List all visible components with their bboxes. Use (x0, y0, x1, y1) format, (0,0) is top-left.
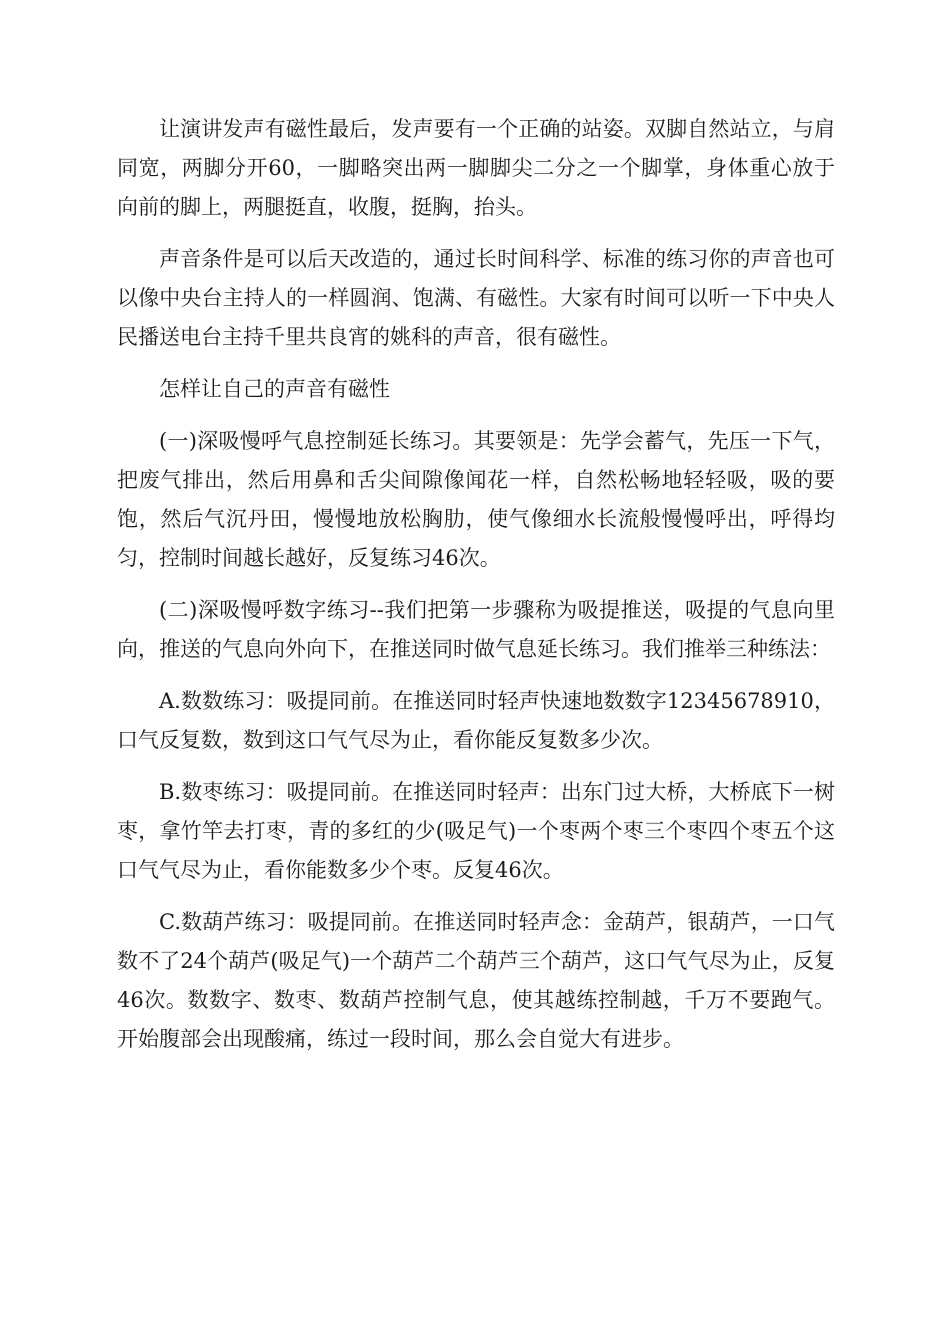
paragraph-exercise-b: B.数枣练习：吸提同前。在推送同时轻声：出东门过大桥，大桥底下一树枣，拿竹竿去打枣，青的多红的少(吸足气)一个枣两个枣三个枣四个枣五个这口气气尽为止，看你能数多少个枣。反复46次。 (117, 780, 835, 882)
document-body (117, 110, 835, 1072)
paragraph-voice-conditions: 声音条件是可以后天改造的，通过长时间科学、标准的练习你的声音也可以像中央台主持人的一样圆润、饱满、有磁性。大家有时间可以听一下中央人民播送电台主持千里共良宵的姚科的声音，很有磁性。 (117, 247, 835, 349)
paragraph-exercise-1: (一)深吸慢呼气息控制延长练习。其要领是：先学会蓄气，先压一下气，把废气排出，然后用鼻和舌尖间隙像闻花一样，自然松畅地轻轻吸，吸的要饱，然后气沉丹田，慢慢地放松胸肋，使气像细水长流般慢慢呼出，呼得均匀，控制时间越长越好，反复练习46次。 (117, 429, 835, 570)
paragraph-posture: 让演讲发声有磁性最后，发声要有一个正确的站姿。双脚自然站立，与肩同宽，两脚分开60，一脚略突出两一脚脚尖二分之一个脚掌，身体重心放于向前的脚上，两腿挺直，收腹，挺胸，抬头。 (117, 117, 835, 219)
paragraph-exercise-a: A.数数练习：吸提同前。在推送同时轻声快速地数数字12345678910，口气反复数，数到这口气气尽为止，看你能反复数多少次。 (117, 689, 835, 752)
paragraph-exercise-c: C.数葫芦练习：吸提同前。在推送同时轻声念：金葫芦，银葫芦，一口气数不了24个葫芦(吸足气)一个葫芦二个葫芦三个葫芦，这口气气尽为止，反复46次。数数字、数枣、数葫芦控制气息，使其越练控制越，千万不要跑气。开始腹部会出现酸痛，练过一段时间，那么会自觉大有进步。 (117, 910, 835, 1051)
section-heading: 怎样让自己的声音有磁性 (159, 377, 390, 401)
paragraph-exercise-2: (二)深吸慢呼数字练习--我们把第一步骤称为吸提推送，吸提的气息向里向，推送的气息向外向下，在推送同时做气息延长练习。我们推举三种练法： (117, 598, 835, 661)
